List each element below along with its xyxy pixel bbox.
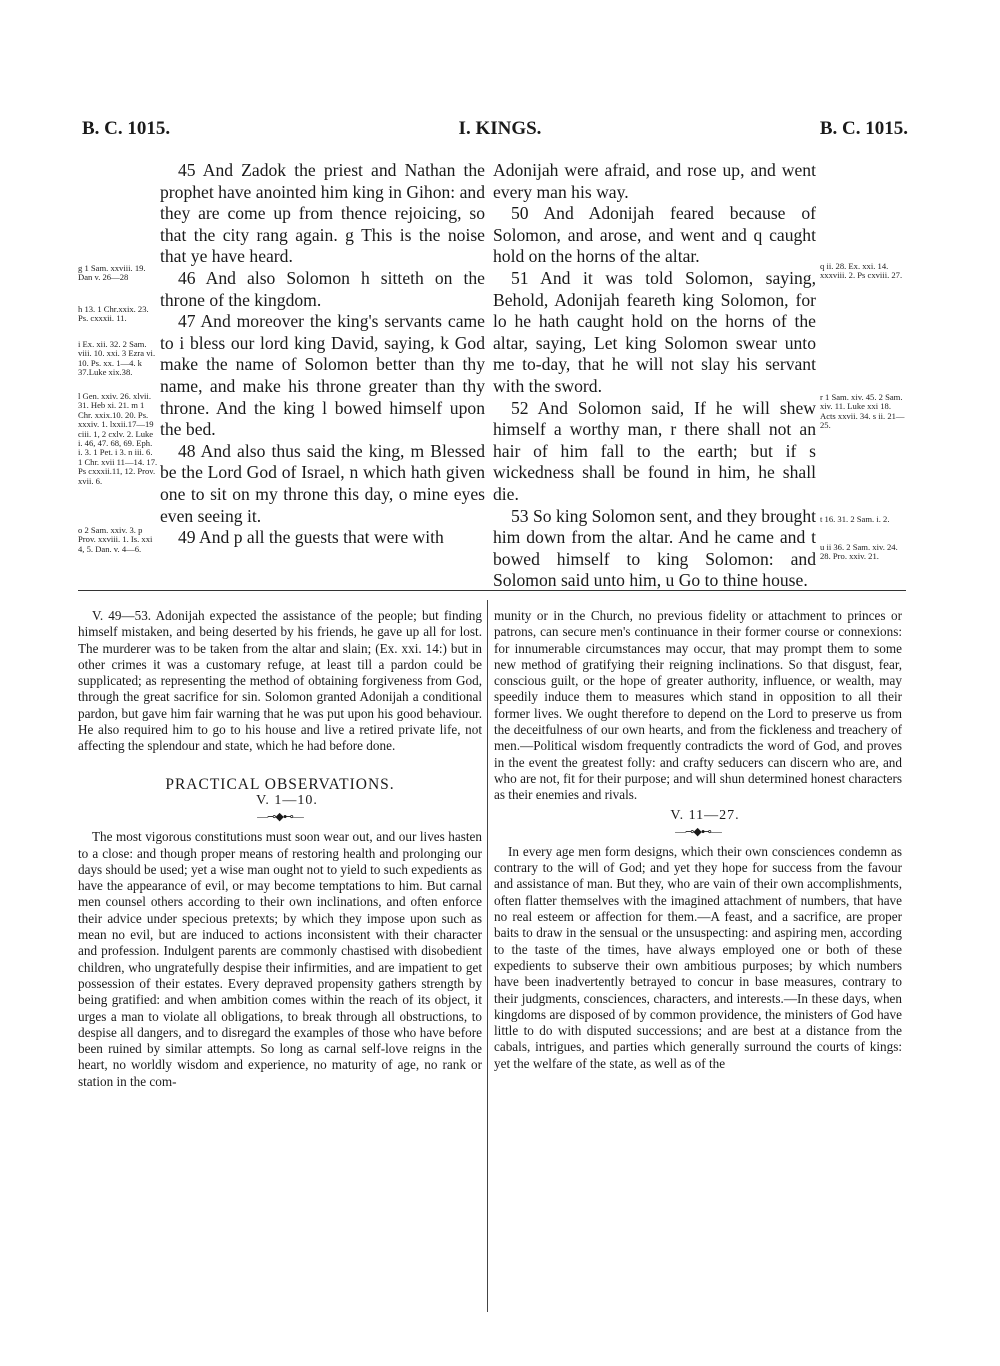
margin-note-u: u ii 36. 2 Sam. xiv. 24. 28. Pro. xxiv. 21. (820, 542, 898, 562)
verse-column-right (493, 160, 816, 592)
verse-50: 50 And Adonijah feared because of Solomon, and arose, and went and q caught hold on the horns of the altar. (493, 203, 816, 267)
margin-note-l-n: l Gen. xxiv. 26. xlvii. 31. Heb xi. 21. m 1 Chr. xxix.10. 20. Ps. xxxiv. 1. lxxii.17—19 ciii. 1, 2 cxlv. 2. Luke i. 46, 47. 68, 69. Eph. i. 3. 1 Pet. i 3. n iii. 6. 1 Chr. xvii 11—14. 17. Ps cxxxii.11, 12. Prov. xvii. 6. (78, 391, 158, 486)
margin-note-g: g 1 Sam. xxviii. 19. Dan v. 26—28 (78, 263, 146, 283)
section-ref-v1-10: V. 1—10. (256, 792, 318, 808)
verse-column-left (160, 160, 485, 549)
ornament: —⊸◆⊷— (257, 811, 303, 824)
running-head-left: B. C. 1015. (82, 118, 171, 139)
commentary-v49-53: V. 49—53. Adonijah expected the assistance of the people; but finding himself mistaken, and being deserted by his friends, he gave up all for lost. The murderer was to be taken from the altar and slain; (Ex. xxi. 14:) but in other crimes it was a customary refuge, at least till a pardon could be supplicated; as representing the method of obtaining forgiveness from God, through the great sacrifice for sin. Solomon granted Adonijah a conditional pardon, but gave him fair warning that he was put upon his good behaviour. He also required him to go to his house and live a retired private life, not affecting the splendour and state, which he had before done. (78, 608, 482, 754)
margin-note-t: t 16. 31. 2 Sam. i. 2. (820, 514, 890, 524)
verse-49-continued: Adonijah were afraid, and rose up, and went every man his way. (493, 160, 816, 202)
observations-v1-10: The most vigorous constitutions must soon wear out, and our lives hasten to a close: and though proper means of restoring health and prolonging our days should be used; yet a wise man ought not to yield to such expedients as have the appearance of evil, or may become temptations to him. But carnal men counsel others according to their own inclinations, and often enforce their advice under specious pretexts; by which they impose upon such as mean no evil, but are induced to actions inconsistent with their character and profession. Indulgent parents are commonly chastised with disobedient children, who ungratefully despise their infirmities, and are impatient to get possession of their estates. Every depraved propensity gathers strength by being gratified: and when ambition comes within the reach of its object, it urges a man to violate all obligations, to break through all obstructions, to despise all dangers, and to disregard the examples of those who have before been ruined by similar attempts. So long as carnal self-love reigns in the heart, no worldly wisdom and experience, no maturity of age, no rank or station in the com- (78, 829, 482, 1089)
margin-note-r-s: r 1 Sam. xiv. 45. 2 Sam. xiv. 11. Luke xxi 18. Acts xxvii. 34. s ii. 21—25. (820, 392, 905, 431)
verse-49: 49 And p all the guests that were with (178, 527, 444, 548)
section-ref-v11-27: V. 11—27. (670, 807, 740, 823)
margin-note-h: h 13. 1 Chr.xxix. 23. Ps. cxxxii. 11. (78, 304, 149, 324)
margin-note-o-p: o 2 Sam. xxiv. 3. p Prov. xxviii. 1. Is. xxi 4, 5. Dan. v. 4—6. (78, 525, 153, 554)
verse-46: 46 And also Solomon h sitteth on the throne of the kingdom. (160, 267, 485, 310)
column-divider (487, 600, 488, 1312)
verse-45: 45 And Zadok the priest and Nathan the prophet have anointed him king in Gihon: and they are come up from thence rejoicing, so that the city rang again. g This is the noise that ye have heard. (160, 160, 485, 267)
margin-note-i-k: i Ex. xii. 32. 2 Sam. viii. 10. xxi. 3 Ezra vi. 10. Ps. xx. 1—4. k 37.Luke xix.38. (78, 339, 156, 378)
margin-note-q: q ii. 28. Ex. xxi. 14. xxxviii. 2. Ps cxviii. 27. (820, 261, 903, 281)
practical-observations-heading: PRACTICAL OBSERVATIONS. (165, 775, 395, 793)
verse-53: 53 So king Solomon sent, and they brought him down from the altar. And he came and t bowed himself to king Solomon: and Solomon said unto him, u Go to thine house. (493, 505, 816, 591)
running-head-title: I. KINGS. (458, 118, 542, 139)
section-divider (78, 590, 906, 591)
verse-51: 51 And it was told Solomon, saying, Behold, Adonijah feareth king Solomon, for lo he hath caught hold on the horns of the altar, saying, Let king Solomon swear unto me to-day, that he will not slay his servant with the sword. (493, 267, 816, 396)
verse-47: 47 And moreover the king's servants came to i bless our lord king David, saying, k God make the name of Solomon better than thy name, and make his throne greater than thy throne. And the king l bowed himself upon the bed. (160, 311, 485, 440)
commentary-column-right (494, 608, 902, 1072)
running-head-right: B. C. 1015. (819, 118, 908, 139)
commentary-column-left (78, 608, 482, 1090)
verse-48: 48 And also thus said the king, m Blessed be the Lord God of Israel, n which hath given one to sit on my throne this day, o mine eyes even seeing it. (160, 440, 485, 526)
verse-52: 52 And Solomon said, If he will shew himself a worthy man, r there shall not an hair of him fall to the earth; but if s wickedness shall be found in him, he shall die. (493, 397, 816, 504)
observations-v11-27: In every age men form designs, which their own consciences condemn as contrary to the will of God; and yet they hope for success from the favour and assistance of man. But they, who are vain of their own accomplishments, often flatter themselves with the imagined attachment of numbers, that have no real esteem or affection for them.—A feast, and a sacrifice, are proper baits to draw in the sensual or the unsuspecting: and aspiring men, according to the taste of the times, have always employed one or both of these expedients to subserve their own ambitious purposes; by which numbers have been inadvertently betrayed to concur in base measures, contrary to their judgments, consciences, characters, and interests.—In these days, when kingdoms are disposed of by common providence, the ministers of God have little to do with disputed successions; and are best at a distance from the cabals, intrigues, and parties which generally surround the courts of kings: yet the welfare of the state, as well as of the (494, 843, 902, 1071)
observations-v1-10-continued: munity or in the Church, no previous fidelity or attachment to princes or patrons, can secure men's continuance in their former course or connexions: for innumerable circumstances may occur, that may prompt them to some new method of gratifying their reigning inclinations. So that disgust, fear, conscious guilt, or the hope of greater authority, influence, or wealth, may speedily induce them to measures which stand in opposition to all their former lives. We ought therefore to depend on the Lord to preserve us from the deceitfulness of our own hearts, and from the fickleness and treachery of men.—Political wisdom frequently contradicts the word of God, and proves in the event the greatest folly: and crafty seducers can discern who are, and who are not, fit for their purpose; and will shun determined honest characters as their enemies and rivals. (494, 608, 902, 803)
ornament: —⊸◆⊷— (675, 825, 721, 838)
